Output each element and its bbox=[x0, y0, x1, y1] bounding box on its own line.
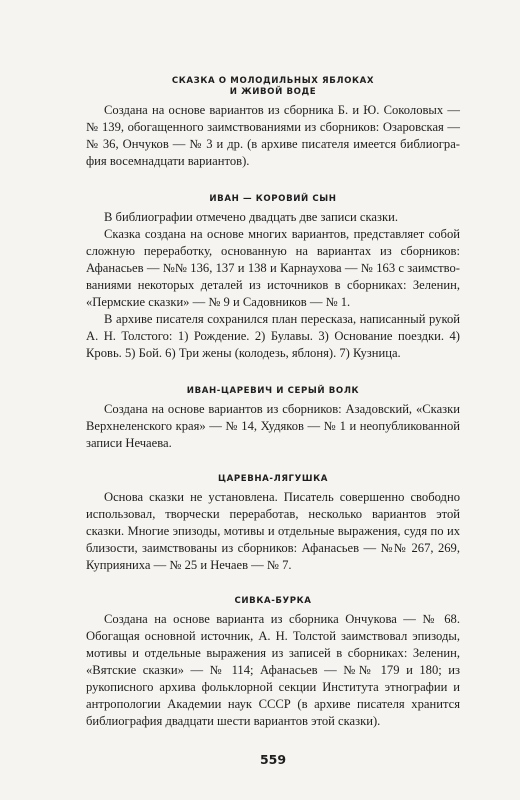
paragraph: Основа сказки не установлена. Писатель совершенно свободно использовал, творчески переработав, несколько вариантов этой сказки. Многие эпизоды, мотивы и отдельные выражения, судя по их близости, заимствованы из сборников: Афанасьев — №№ 267, 269, Куприяниха — № 25 и Нечаев — № 7. bbox=[86, 490, 460, 572]
page-content bbox=[86, 76, 460, 767]
paragraph: Создана на основе вариантов из сборников: Азадовский, «Сказки Верхнеленского края» — № 14, Худяков — № 1 и неопубликованной записи Нечаева. bbox=[86, 402, 460, 450]
section-title-line: ЦАРЕВНА-ЛЯГУШКА bbox=[218, 474, 328, 484]
section-title-line: СКАЗКА О МОЛОДИЛЬНЫХ ЯБЛОКАХ bbox=[171, 76, 375, 86]
section-tsarevna-lyagushka bbox=[86, 474, 460, 574]
section-sivka-burka bbox=[86, 596, 460, 730]
section-title-line: ИВАН — КОРОВИЙ СЫН bbox=[209, 194, 337, 204]
paragraph: Сказка создана на основе многих вариантов, представляет собой сложную переработку, основанную на вариантах из сборников: Афанасьев — №№ 136, 137 и 138 и Карнаухова — № 163 с заимствованиями некоторых деталей из источников в сборниках: Зеленин, «Пермские сказки» — № 9 и Садовников — № 1. bbox=[86, 227, 460, 309]
section-title bbox=[86, 76, 460, 98]
page-number: 559 bbox=[259, 752, 287, 767]
section-title-line: ИВАН-ЦАРЕВИЧ И СЕРЫЙ ВОЛК bbox=[186, 386, 360, 396]
section-title bbox=[86, 194, 460, 205]
paragraph: В библиографии отмечено двадцать две записи сказки. bbox=[104, 210, 398, 224]
paragraph: Создана на основе вариантов из сборника Б. и Ю. Соколовых — № 139, обогащенного заимствованиями из сборников: Озаровская — № 36, Ончуков — № 3 и др. (в архиве писателя имеется библиография восемнадцати вариантов). bbox=[86, 103, 460, 168]
paragraph: В архиве писателя сохранился план пересказа, написанный рукой А. Н. Толстого: 1) Рождение. 2) Булавы. 3) Основание поездки. 4) Кровь. 5) Бой. 6) Три жены (колодезь, яблоня). 7) Кузница. bbox=[86, 312, 460, 360]
section-ivan-tsarevich-seryi-volk bbox=[86, 386, 460, 452]
section-ivan-korovii-syn bbox=[86, 194, 460, 362]
section-title bbox=[86, 386, 460, 397]
section-title-line: СИВКА-БУРКА bbox=[234, 596, 312, 606]
section-title bbox=[86, 474, 460, 485]
section-title-line: И ЖИВОЙ ВОДЕ bbox=[229, 87, 317, 97]
section-molodilnye-yabloki bbox=[86, 76, 460, 170]
paragraph: Создана на основе варианта из сборника Ончукова — № 68. Обогащая основной источник, А. Н. Толстой заимствовал эпизоды, мотивы и отдельные выражения из записей в сборниках: Зеленин, «Вятские сказки» — № 114; Афанасьев — №№ 179 и 180; из рукописного архива фольклорной секции Института этнографии и антропологии Академии наук СССР (в архиве писателя хранится библиография двадцати шести вариантов этой сказки). bbox=[86, 612, 460, 728]
section-title bbox=[86, 596, 460, 607]
